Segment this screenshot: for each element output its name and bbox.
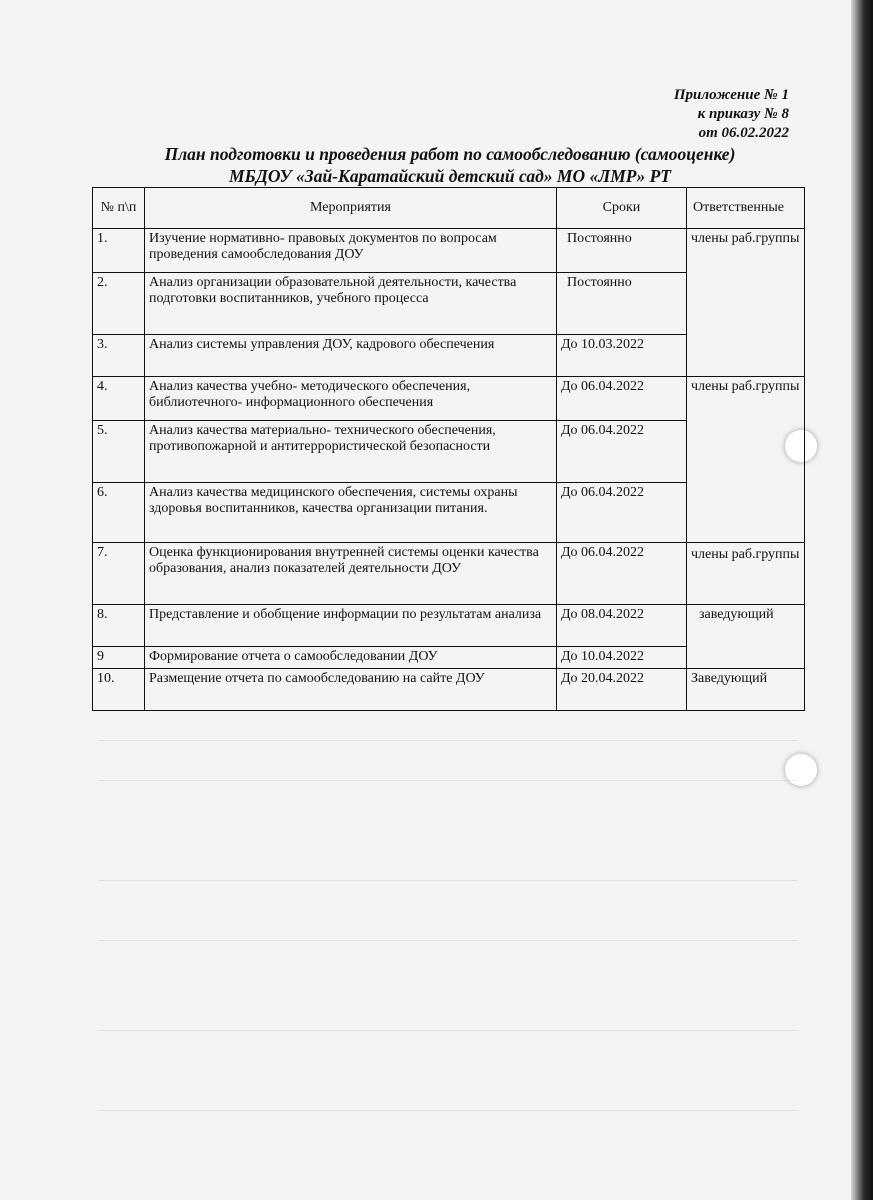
table-row	[93, 669, 805, 711]
row-num: 4.	[93, 377, 145, 421]
table-row	[93, 377, 805, 421]
row-term: До 06.04.2022	[557, 377, 687, 421]
table-row	[93, 229, 805, 273]
row-activity: Представление и обобщение информации по результатам анализа	[145, 605, 557, 647]
row-num: 6.	[93, 483, 145, 543]
row-num: 5.	[93, 421, 145, 483]
row-responsible: члены раб.группы	[687, 229, 805, 377]
row-num: 10.	[93, 669, 145, 711]
title-line-1: План подготовки и проведения работ по самообследованию (самооценке)	[164, 144, 736, 164]
scan-edge-shadow	[851, 0, 873, 1200]
row-responsible: члены раб.группы	[687, 543, 805, 605]
plan-table	[92, 187, 805, 711]
header-responsible: Ответственные	[687, 188, 805, 229]
row-num: 3.	[93, 335, 145, 377]
order-number: к приказу № 8	[697, 106, 789, 122]
row-term: До 06.04.2022	[557, 421, 687, 483]
row-activity: Изучение нормативно- правовых документов по вопросам проведения самообследования ДОУ	[145, 229, 557, 273]
row-term: Постоянно	[557, 229, 687, 273]
bleed-through-line	[98, 780, 798, 781]
row-activity: Формирование отчета о самообследовании ДОУ	[145, 647, 557, 669]
row-num: 1.	[93, 229, 145, 273]
row-responsible: Заведующий	[687, 669, 805, 711]
bleed-through-line	[98, 940, 798, 941]
title-line-2: МБДОУ «Зай-Каратайский детский сад» МО «ЛМР» РТ	[229, 166, 671, 186]
bleed-through-line	[98, 1110, 798, 1111]
appendix-block	[674, 86, 789, 143]
row-responsible: заведующий	[687, 605, 805, 669]
row-term: До 10.03.2022	[557, 335, 687, 377]
row-activity: Анализ качества материально- технического обеспечения, противопожарной и антитеррористической безопасности	[145, 421, 557, 483]
row-term: До 10.04.2022	[557, 647, 687, 669]
appendix-line: Приложение № 1	[673, 87, 789, 103]
bleed-through-line	[98, 880, 798, 881]
table-row	[93, 605, 805, 647]
row-num: 9	[93, 647, 145, 669]
row-num: 2.	[93, 273, 145, 335]
row-term: Постоянно	[557, 273, 687, 335]
row-term: До 20.04.2022	[557, 669, 687, 711]
row-term: До 06.04.2022	[557, 483, 687, 543]
row-term: До 08.04.2022	[557, 605, 687, 647]
row-activity: Анализ качества медицинского обеспечения, системы охраны здоровья воспитанников, качества организации питания.	[145, 483, 557, 543]
row-activity: Анализ системы управления ДОУ, кадрового обеспечения	[145, 335, 557, 377]
row-activity: Размещение отчета по самообследованию на сайте ДОУ	[145, 669, 557, 711]
row-activity: Оценка функционирования внутренней системы оценки качества образования, анализ показателей деятельности ДОУ	[145, 543, 557, 605]
bleed-through-line	[98, 1030, 798, 1031]
row-activity: Анализ организации образовательной деятельности, качества подготовки воспитанников, учебного процесса	[145, 273, 557, 335]
bleed-through-line	[98, 740, 798, 741]
row-num: 8.	[93, 605, 145, 647]
row-activity: Анализ качества учебно- методического обеспечения, библиотечного- информационного обеспечения	[145, 377, 557, 421]
punch-hole	[785, 754, 817, 786]
header-term: Сроки	[557, 188, 687, 229]
row-term: До 06.04.2022	[557, 543, 687, 605]
header-num: № п\п	[93, 188, 145, 229]
document-title	[100, 143, 800, 187]
header-activity: Мероприятия	[145, 188, 557, 229]
row-num: 7.	[93, 543, 145, 605]
row-responsible: члены раб.группы	[687, 377, 805, 543]
order-date: от 06.02.2022	[698, 125, 789, 141]
table-row	[93, 543, 805, 605]
table-header-row	[93, 188, 805, 229]
